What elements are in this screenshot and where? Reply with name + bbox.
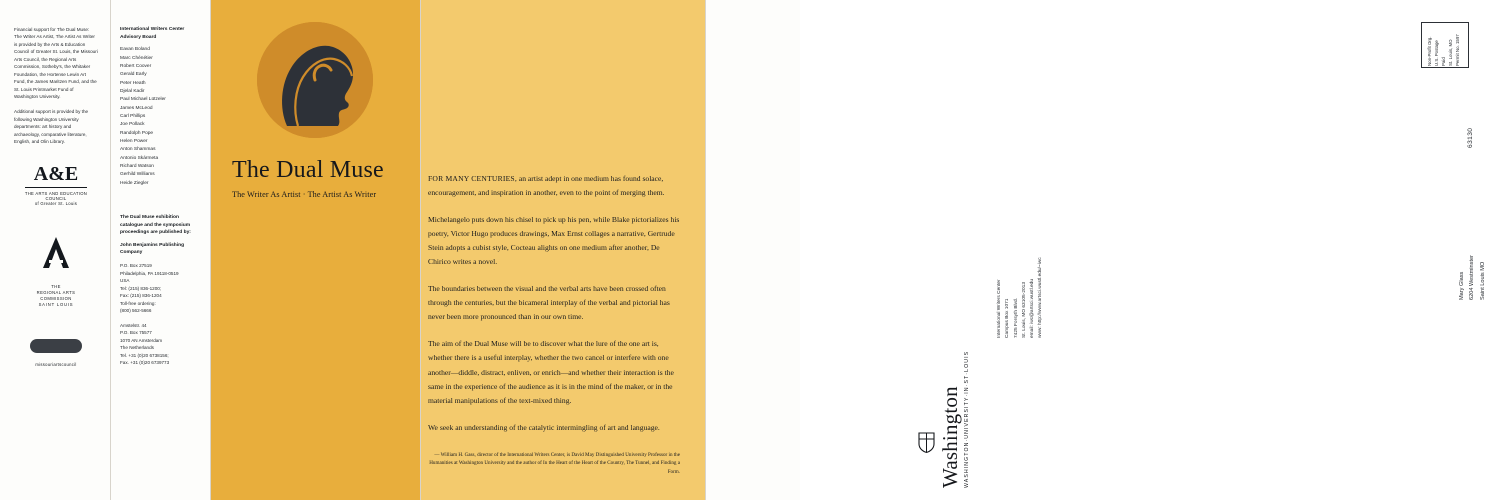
permit-line: Paid (1441, 57, 1447, 66)
permit-line: Permit No. 1597 (1455, 34, 1461, 66)
list-item: Joe Pollack (120, 122, 145, 128)
regional-arts-commission-logo (14, 234, 98, 309)
list-item: Gerald Early (120, 72, 147, 78)
missouri-arts-council-logo (14, 339, 98, 367)
address-line: Amstelstr. 44 (120, 322, 147, 328)
publisher-nl-address (120, 322, 200, 367)
permit-line: Non-Profit Org. (1427, 36, 1432, 66)
wu-shield-icon (918, 432, 935, 453)
body-paragraph-5: We seek an understanding of the catalytic intermingling of art and language. (428, 422, 660, 432)
publisher-name: John Benjamins Publishing Company (120, 242, 185, 256)
list-item: Antonio Skármeta (120, 155, 159, 161)
address-line: Philadelphia, PA 19118-0519 (120, 270, 179, 276)
credits-paragraph-1: Financial support for The Dual Muse: The Writer As Artist, The Artist As Writer is provided by the Arts & Education Council of Greater St. Louis, the Missouri Arts Council, the Regional Arts Commission, Sotheby's, the Whitaker Foundation, the Hortense Lewin Art Fund, the James Maritzen Fund, and the St. Louis Printmarket Fund of Washington University. (14, 27, 98, 99)
arts-education-council-logo: A&E THE ARTS AND EDUCATION COUNCIL of Greater St. Louis (14, 164, 98, 206)
regional-arts-commission-caption: THE REGIONAL ARTS COMMISSION SAINT LOUIS (36, 283, 76, 308)
washington-wordmark: Washington (938, 386, 962, 488)
address-line: Tel. +31 (0)20 6738156; (120, 352, 169, 358)
arts-education-council-caption: THE ARTS AND EDUCATION COUNCIL (24, 190, 88, 201)
fold-line (210, 0, 211, 500)
credits-text (14, 26, 98, 146)
list-item: Gerhild Williams (120, 172, 155, 178)
credits-paragraph-2: Additional support is provided by the following Washington University departments: art history and archaeology, comparative literature, English, and Olin Library. (14, 109, 89, 145)
permit-line: St. Louis, MO (1448, 39, 1454, 66)
profile-head-silhouette-icon (257, 22, 373, 138)
list-item: Djelal Kadir (120, 88, 145, 94)
publisher-us-address (120, 262, 200, 315)
zip-code: 63130 (1467, 127, 1474, 148)
address-line: Saint Louis MO (1479, 261, 1486, 300)
washington-university-logo (918, 350, 1038, 490)
publisher-block (120, 214, 200, 367)
panel-cover (210, 0, 420, 500)
body-paragraph-1: FOR MANY CENTURIES, an artist adept in one medium has found solace, encouragement, and inspiration in another, even to the point of merging them. (428, 174, 665, 198)
page-title: The Dual Muse (232, 157, 384, 183)
list-item: Paul Michael Lützeler (120, 97, 166, 103)
address-line: P.O. Box 75577 (120, 330, 152, 336)
panel-advisory-board (110, 0, 210, 500)
address-line: USA (120, 278, 130, 284)
rac-mark-icon (36, 234, 76, 274)
list-item: Heide Ziegler (120, 180, 149, 186)
address-line: Fax: (215) 836-1204 (120, 293, 162, 299)
permit-line: U.S. Postage (1434, 40, 1440, 66)
logo-rule (25, 187, 87, 188)
list-item: James McLeod (120, 105, 153, 111)
publisher-heading: The Dual Muse exhibition catalogue and the symposium proceedings are published by: (120, 215, 191, 236)
address-line: The Netherlands (120, 345, 154, 351)
address-line: St. Louis, MO 63105-2013 (1021, 282, 1027, 338)
list-item: Anton Shammas (120, 147, 156, 153)
address-line: Campus Box 1071 (1005, 298, 1011, 338)
list-item: Peter Heath (120, 80, 146, 86)
mac-mark-icon (30, 339, 82, 353)
address-line: Tel: (215) 836-1200; (120, 285, 162, 291)
page-subtitle: The Writer As Artist · The Artist As Writer (232, 190, 377, 200)
address-line: Mary Glass (1459, 271, 1465, 300)
list-item: Helen Power (120, 138, 148, 144)
address-line: Fax. +31 (0)20 6739773 (120, 360, 170, 366)
list-item: Robert Coover (120, 63, 152, 69)
body-paragraph-4: The aim of the Dual Muse will be to discover what the lure of the one art is, whether there is a useful interplay, whether the two cancel or interfere with one another—diddle, distract, enliven, or enrich—and whether their interaction is the same in the experience of the audience as it is in the mind of the maker, or in the material manipulations of the text-mixed thing. (428, 339, 674, 405)
address-line: Toll-free ordering: (120, 300, 156, 306)
fold-line (110, 0, 111, 500)
fold-line (420, 0, 421, 500)
panel-credits (0, 0, 110, 500)
address-line: 6204 Westminster (1469, 255, 1476, 300)
body-copy (428, 172, 680, 477)
address-line: P.O. Box 27519 (120, 263, 152, 268)
list-item: Eavan Boland (120, 47, 150, 53)
address-line: email: iwc@artsci.wustl.edu (1030, 279, 1035, 338)
address-line: 1070 AN Amsterdam (120, 337, 163, 343)
address-line: (800) 562-5666 (120, 308, 152, 314)
board-heading: International Writers Center Advisory Board (120, 27, 185, 40)
address-line: 7425 Forsyth Blvd. (1013, 298, 1019, 338)
body-paragraph-2: Michelangelo puts down his chisel to pick up his pen, while Blake pictorializes his poetry, Victor Hugo produces drawings, Max Ernst collages a narrative, Gertrude Stein adopts a cubist style, Cocteau alights on one medium after another, De Chirico writes a novel. (428, 215, 680, 267)
postage-permit-box (1421, 22, 1469, 68)
recipient-address (1457, 255, 1488, 300)
address-line: International Writers Center (997, 279, 1002, 338)
list-item: Marc Chénétier (120, 55, 153, 61)
list-item: Richard Watson (120, 164, 154, 169)
body-attribution: — William H. Gass, director of the International Writers Center, is David May Distinguished University Professor in the Humanities at Washington University and the author of In the Heart of the Heart of the Country, The Tunnel, and Finding a Form. (429, 451, 680, 476)
cover-title-block (232, 158, 412, 199)
body-paragraph-3: The boundaries between the visual and the verbal arts have been crossed often through the centuries, but the bicameral interplay of the verbal and pictorial has never been more pronounced than in our own time. (428, 284, 670, 322)
washington-subwordmark: WASHINGTON·UNIVERSITY·IN·ST·LOUIS (964, 350, 970, 488)
body-lead-in: FOR MANY CENTURIES, (428, 174, 517, 183)
list-item: Randolph Pope (120, 130, 154, 136)
missouri-arts-council-caption: missouriartscouncil (35, 361, 77, 367)
return-address (996, 257, 1046, 338)
board-member-list (120, 46, 200, 188)
address-line: www: http://www.artsci.wustl.edu/~iwc (1038, 257, 1044, 338)
panel-inside-text (420, 0, 1044, 500)
list-item: Carl Phillips (120, 113, 146, 119)
fold-line (705, 0, 706, 500)
